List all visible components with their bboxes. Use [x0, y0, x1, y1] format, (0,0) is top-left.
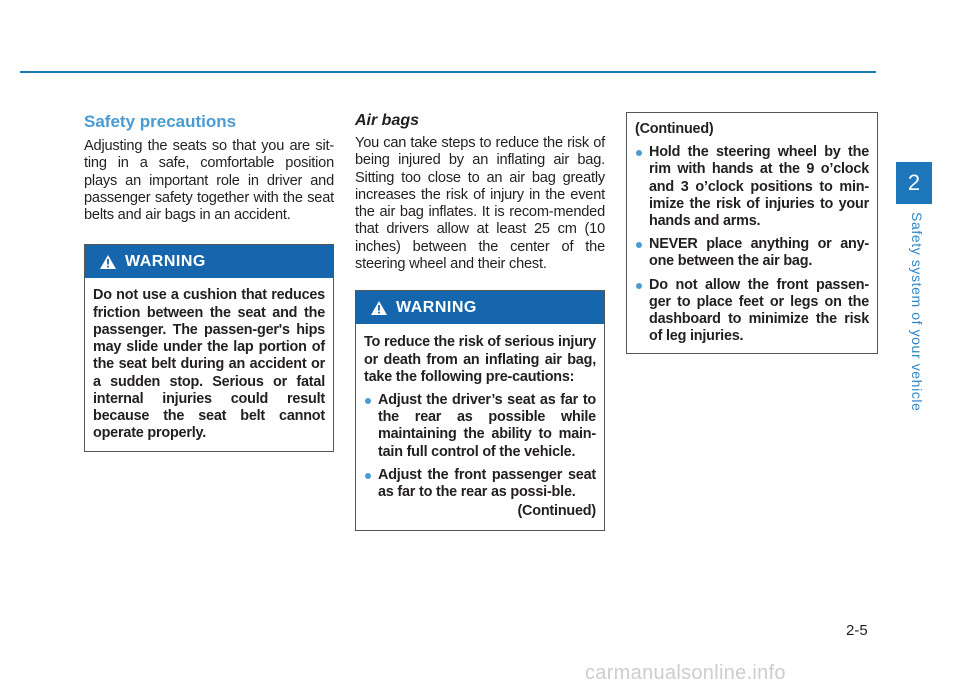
warning-header	[356, 291, 604, 324]
warning-text: Do not use a cushion that reduces friction between the seat and the passenger. The passen-ger's hips may slide under the lap portion of the seat belt during an accident or a sudden stop. Serious or fatal internal injuries could result because the seat belt cannot operate properly.	[93, 287, 325, 442]
chapter-tab: 2	[896, 162, 932, 204]
top-rule	[20, 71, 876, 73]
list-item: NEVER place anything or any-one between the air bag.	[635, 236, 869, 270]
list-item: Adjust the front passenger seat as far to the rear as possi-ble.	[364, 467, 596, 501]
warning-body	[627, 113, 877, 353]
section-title: Safety precautions	[84, 112, 237, 131]
continued-label: (Continued)	[635, 121, 714, 137]
continued-label: (Continued)	[517, 503, 596, 520]
watermark: carmanualsonline.info	[585, 662, 786, 684]
warning-body	[356, 324, 604, 530]
warning-box-continued	[626, 112, 878, 354]
column-right	[626, 112, 878, 354]
warning-header	[85, 245, 333, 278]
air-bags-paragraph: You can take steps to reduce the risk of being injured by an inflating air bag. Sitting too close to an air bag greatly increases the risk of injury in the event the air bag inflates. It is recom-mended that drivers allow at least 25 cm (10 inches) between the center of the steering wheel and their chest.	[355, 135, 605, 273]
column-left	[84, 110, 334, 452]
chapter-label: Safety system of your vehicle	[909, 212, 925, 412]
list-item: Do not allow the front passen-ger to place feet or legs on the dashboard to minimize the risk of leg injuries.	[635, 277, 869, 346]
warning-bullet-list	[364, 392, 596, 501]
warning-bullet-list	[635, 144, 869, 345]
air-bags-title: Air bags	[355, 112, 420, 129]
intro-paragraph: Adjusting the seats so that you are sit-ting in a safe, comfortable position plays an important role in driver and passenger safety together with the seat belts and air bags in an accident.	[84, 138, 334, 224]
warning-triangle-icon	[99, 254, 117, 270]
warning-box-cushion	[84, 244, 334, 452]
column-middle	[355, 110, 605, 531]
list-item: Adjust the driver’s seat as far to the rear as possible while maintaining the ability to main-tain full control of the vehicle.	[364, 392, 596, 461]
warning-intro: To reduce the risk of serious injury or death from an inflating air bag, take the following pre-cautions:	[364, 334, 596, 385]
warning-triangle-icon	[370, 300, 388, 316]
page-number: 2-5	[846, 622, 868, 639]
warning-box-airbag	[355, 290, 605, 531]
warning-header-label: WARNING	[396, 298, 477, 316]
warning-body	[85, 278, 333, 451]
warning-header-label: WARNING	[125, 252, 206, 270]
list-item: Hold the steering wheel by the rim with hands at the 9 o’clock and 3 o’clock positions to min-imize the risk of injuries to your hands and arms.	[635, 144, 869, 230]
